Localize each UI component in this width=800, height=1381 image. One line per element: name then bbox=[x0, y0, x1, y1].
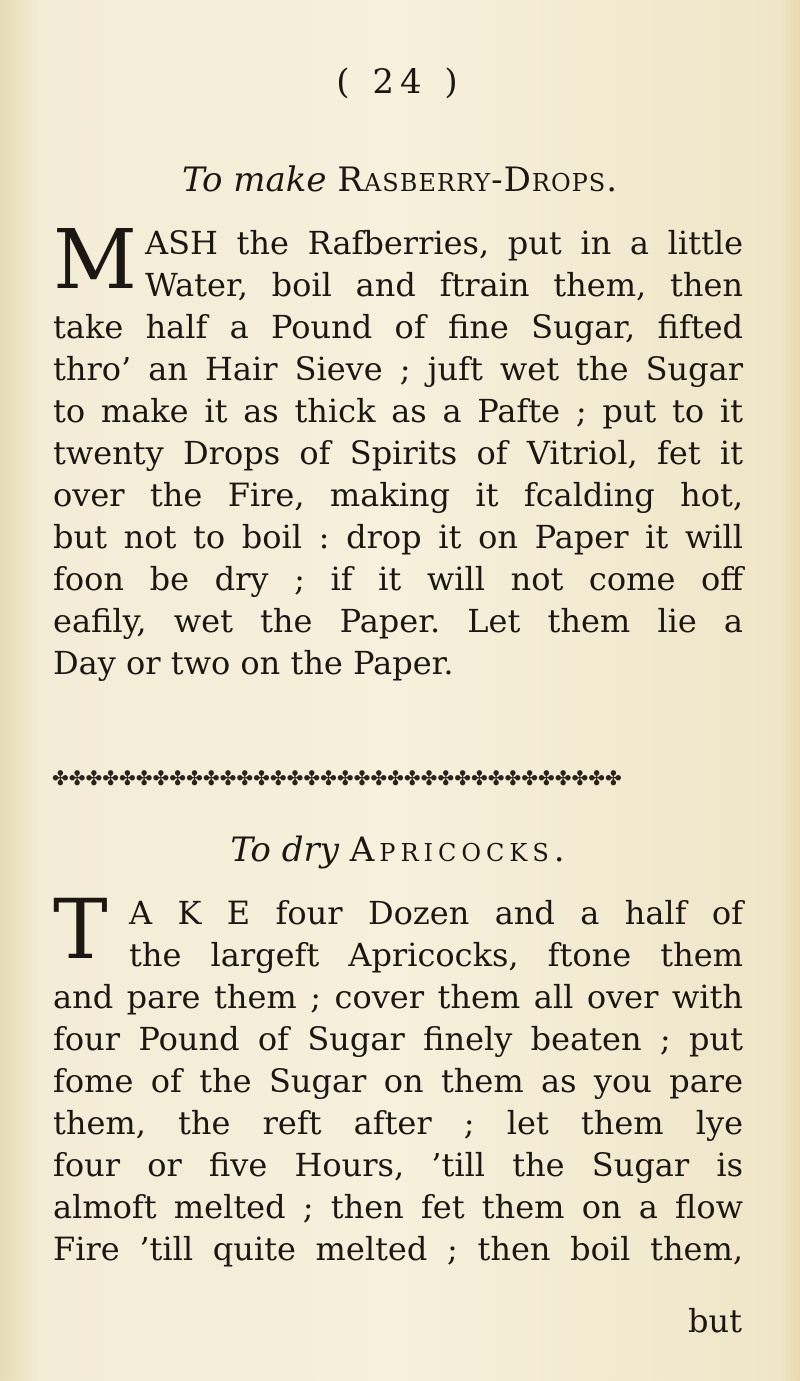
text-line: almoft melted ; then fet them on a flow bbox=[53, 1188, 743, 1226]
text-line: four Pound of Sugar finely beaten ; put bbox=[53, 1020, 743, 1058]
page-number: ( 24 ) bbox=[336, 62, 464, 102]
text-line: them, the reft after ; let them lye bbox=[53, 1104, 743, 1142]
catchword: but bbox=[688, 1302, 742, 1340]
text-line: Fire ’till quite melted ; then boil them, bbox=[53, 1230, 743, 1268]
recipe-title-apricocks bbox=[0, 830, 800, 870]
drop-cap: M bbox=[53, 213, 137, 308]
drop-cap: T bbox=[53, 883, 108, 978]
text-line: A K E four Dozen and a half of bbox=[129, 894, 743, 932]
text-line: four or five Hours, ’till the Sugar is bbox=[53, 1146, 743, 1184]
title-caps-part: Apricocks. bbox=[349, 830, 570, 870]
text-line: twenty Drops of Spirits of Vitriol, fet it bbox=[53, 434, 743, 472]
text-line: and pare them ; cover them all over with bbox=[53, 978, 743, 1016]
title-italic-part: To make bbox=[181, 160, 327, 200]
text-line: thro’ an Hair Sieve ; juft wet the Sugar bbox=[53, 350, 743, 388]
text-line: the largeft Apricocks, ftone them bbox=[129, 936, 743, 974]
recipe-title-rasberry-drops bbox=[0, 160, 800, 200]
text-line: but not to boil : drop it on Paper it will bbox=[53, 518, 743, 556]
recipe-body-rasberry-drops bbox=[53, 213, 743, 684]
text-line: fome of the Sugar on them as you pare bbox=[53, 1062, 743, 1100]
text-line: Water, boil and ftrain them, then bbox=[144, 266, 743, 304]
recipe-body-apricocks bbox=[53, 883, 743, 1270]
title-italic-part: To dry bbox=[230, 830, 339, 870]
text-line: to make it as thick as a Pafte ; put to it bbox=[53, 392, 743, 430]
text-line: ASH the Rafberries, put in a little bbox=[144, 224, 743, 262]
text-line: take half a Pound of fine Sugar, fifted bbox=[53, 308, 743, 346]
title-caps-part: Rasberry-Drops. bbox=[337, 160, 619, 200]
text-line: eafily, wet the Paper. Let them lie a bbox=[53, 602, 743, 640]
text-line: over the Fire, making it fcalding hot, bbox=[53, 476, 743, 514]
text-line: foon be dry ; if it will not come off bbox=[53, 560, 743, 598]
text-line: Day or two on the Paper. bbox=[53, 644, 454, 682]
ornamental-divider: ✤✤✤✤✤✤✤✤✤✤✤✤✤✤✤✤✤✤✤✤✤✤✤✤✤✤✤✤✤✤✤✤✤✤ bbox=[52, 766, 622, 790]
